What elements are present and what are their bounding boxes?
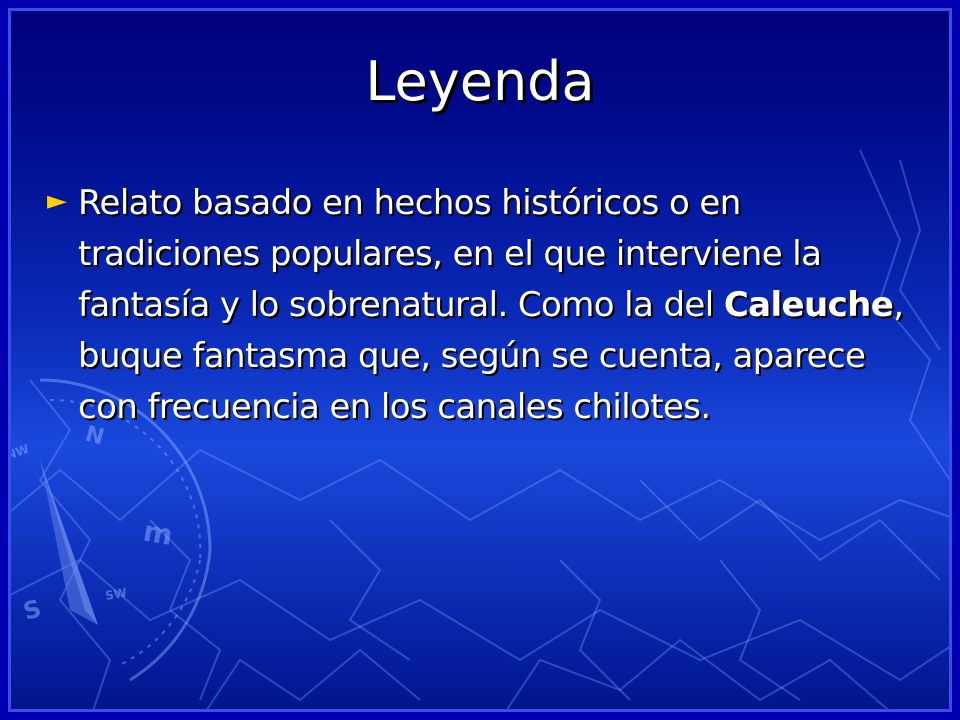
compass-label-n: N [82,421,107,451]
slide-title: Leyenda [365,50,595,113]
triangle-right-bullet-icon: ► [47,186,67,216]
bullet-text [78,178,904,433]
slide-body [44,178,904,433]
bullet-bold-word: Caleuche [723,285,894,325]
bullet-item [44,178,904,433]
compass-label-s: S [20,594,45,626]
compass-label-sw: SW [104,585,129,603]
compass-label-m: m [140,514,176,552]
compass-label-nw: NW [4,441,31,463]
bullet-text-part-2: , buque fantasma que, según se cuenta, aparece con frecuencia en los canales chilotes. [78,285,904,427]
bullet-text-part-1: Relato basado en hechos históricos o en tradiciones populares, en el que interviene la fantasía y lo sobrenatural. Como la del [78,183,822,325]
